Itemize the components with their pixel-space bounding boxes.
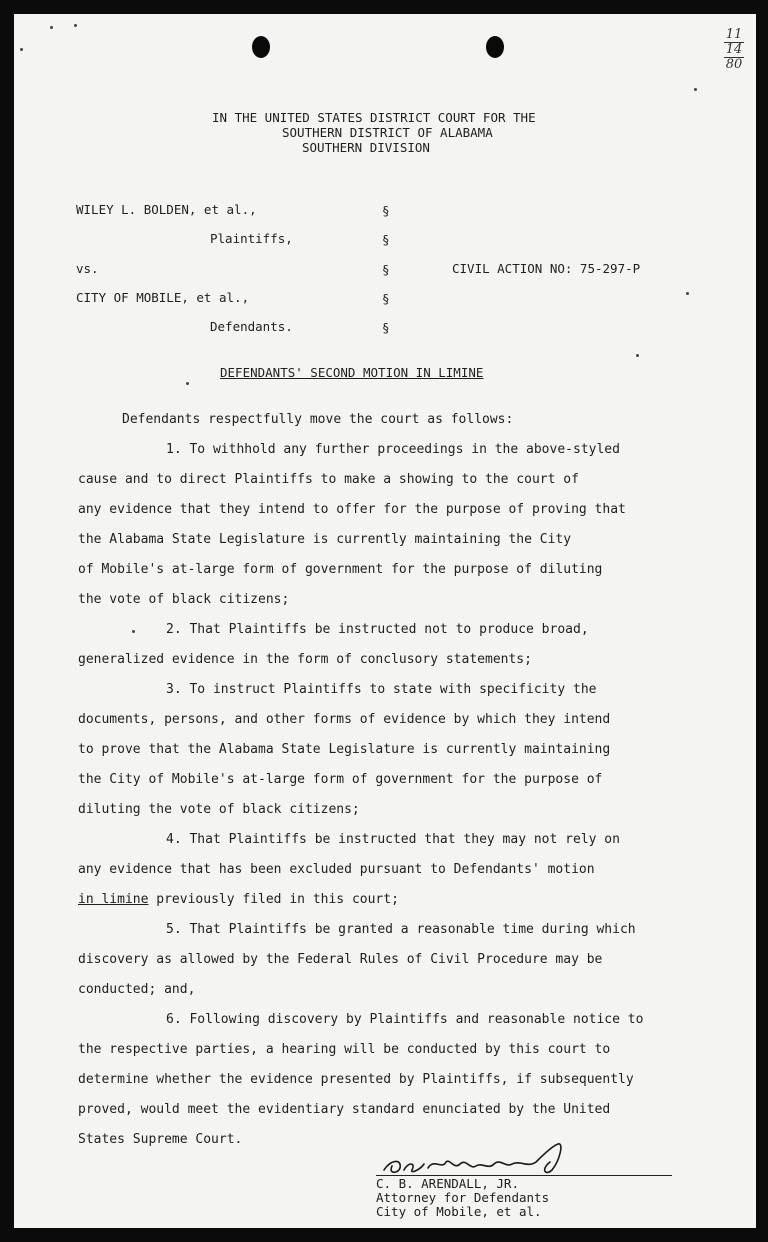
punch-hole-right — [486, 36, 504, 58]
speck — [694, 88, 697, 91]
body-line: 6. Following discovery by Plaintiffs and reasonable notice to — [166, 1012, 644, 1027]
speck — [74, 24, 77, 27]
versus: vs. — [76, 261, 99, 276]
defendants-label: Defendants. — [210, 319, 293, 334]
body-line: 2. That Plaintiffs be instructed not to produce broad, — [166, 622, 589, 637]
court-heading-line-3: SOUTHERN DIVISION — [302, 140, 430, 155]
speck — [686, 292, 689, 295]
body-line: the Alabama State Legislature is currently maintaining the City — [78, 532, 572, 547]
body-line: any evidence that has been excluded pursuant to Defendants' motion — [78, 862, 595, 877]
motion-title: DEFENDANTS' SECOND MOTION IN LIMINE — [220, 365, 484, 380]
body-line: diluting the vote of black citizens; — [78, 802, 360, 817]
body-line: 1. To withhold any further proceedings in the above-styled — [166, 442, 620, 457]
section-symbol: § — [382, 291, 390, 306]
handwritten-date-note — [714, 28, 754, 71]
plaintiff-name: WILEY L. BOLDEN, et al., — [76, 202, 257, 217]
punch-hole-left — [252, 36, 270, 58]
in-limine-phrase: in limine — [78, 892, 149, 907]
speck — [50, 26, 53, 29]
body-line: cause and to direct Plaintiffs to make a showing to the court of — [78, 472, 579, 487]
handwritten-signature — [380, 1140, 580, 1180]
body-line: States Supreme Court. — [78, 1132, 243, 1147]
body-line: 4. That Plaintiffs be instructed that they may not rely on — [166, 832, 620, 847]
attorney-name: C. B. ARENDALL, JR. — [376, 1176, 519, 1191]
court-heading-line-2: SOUTHERN DISTRICT OF ALABAMA — [282, 125, 493, 140]
body-line-rest: previously filed in this court; — [156, 892, 399, 907]
document-page — [14, 14, 756, 1228]
signature-block — [376, 1177, 549, 1219]
body-line: 5. That Plaintiffs be granted a reasonable time during which — [166, 922, 636, 937]
speck — [186, 382, 189, 385]
body-line: 3. To instruct Plaintiffs to state with specificity the — [166, 682, 597, 697]
attorney-party: City of Mobile, et al. — [376, 1204, 542, 1219]
body-line-in-limine — [78, 892, 399, 907]
handnote-top: 11 — [725, 27, 743, 42]
speck — [132, 630, 135, 633]
body-line: documents, persons, and other forms of evidence by which they intend — [78, 712, 611, 727]
defendant-name: CITY OF MOBILE, et al., — [76, 290, 250, 305]
body-line: the vote of black citizens; — [78, 592, 290, 607]
section-symbol: § — [382, 203, 390, 218]
court-heading-line-1: IN THE UNITED STATES DISTRICT COURT FOR THE — [212, 110, 536, 125]
body-line: to prove that the Alabama State Legislature is currently maintaining — [78, 742, 611, 757]
body-line: any evidence that they intend to offer for the purpose of proving that — [78, 502, 626, 517]
body-line: determine whether the evidence presented by Plaintiffs, if subsequently — [78, 1072, 634, 1087]
plaintiffs-label: Plaintiffs, — [210, 231, 293, 246]
handnote-middle: 14 — [725, 42, 743, 57]
body-line: the City of Mobile's at-large form of government for the purpose of — [78, 772, 603, 787]
attorney-role: Attorney for Defendants — [376, 1190, 550, 1205]
handnote-bottom: 80 — [725, 57, 743, 72]
speck — [20, 48, 23, 51]
body-line: of Mobile's at-large form of government for the purpose of diluting — [78, 562, 603, 577]
body-line: proved, would meet the evidentiary standard enunciated by the United — [78, 1102, 611, 1117]
section-symbol: § — [382, 232, 390, 247]
body-line: generalized evidence in the form of conclusory statements; — [78, 652, 532, 667]
civil-action-number: CIVIL ACTION NO: 75-297-P — [452, 261, 641, 276]
section-symbol: § — [382, 320, 390, 335]
body-line: the respective parties, a hearing will be conducted by this court to — [78, 1042, 611, 1057]
section-symbol: § — [382, 262, 390, 277]
speck — [636, 354, 639, 357]
body-line: discovery as allowed by the Federal Rules of Civil Procedure may be — [78, 952, 603, 967]
intro-line: Defendants respectfully move the court as follows: — [122, 412, 514, 427]
body-line: conducted; and, — [78, 982, 196, 997]
